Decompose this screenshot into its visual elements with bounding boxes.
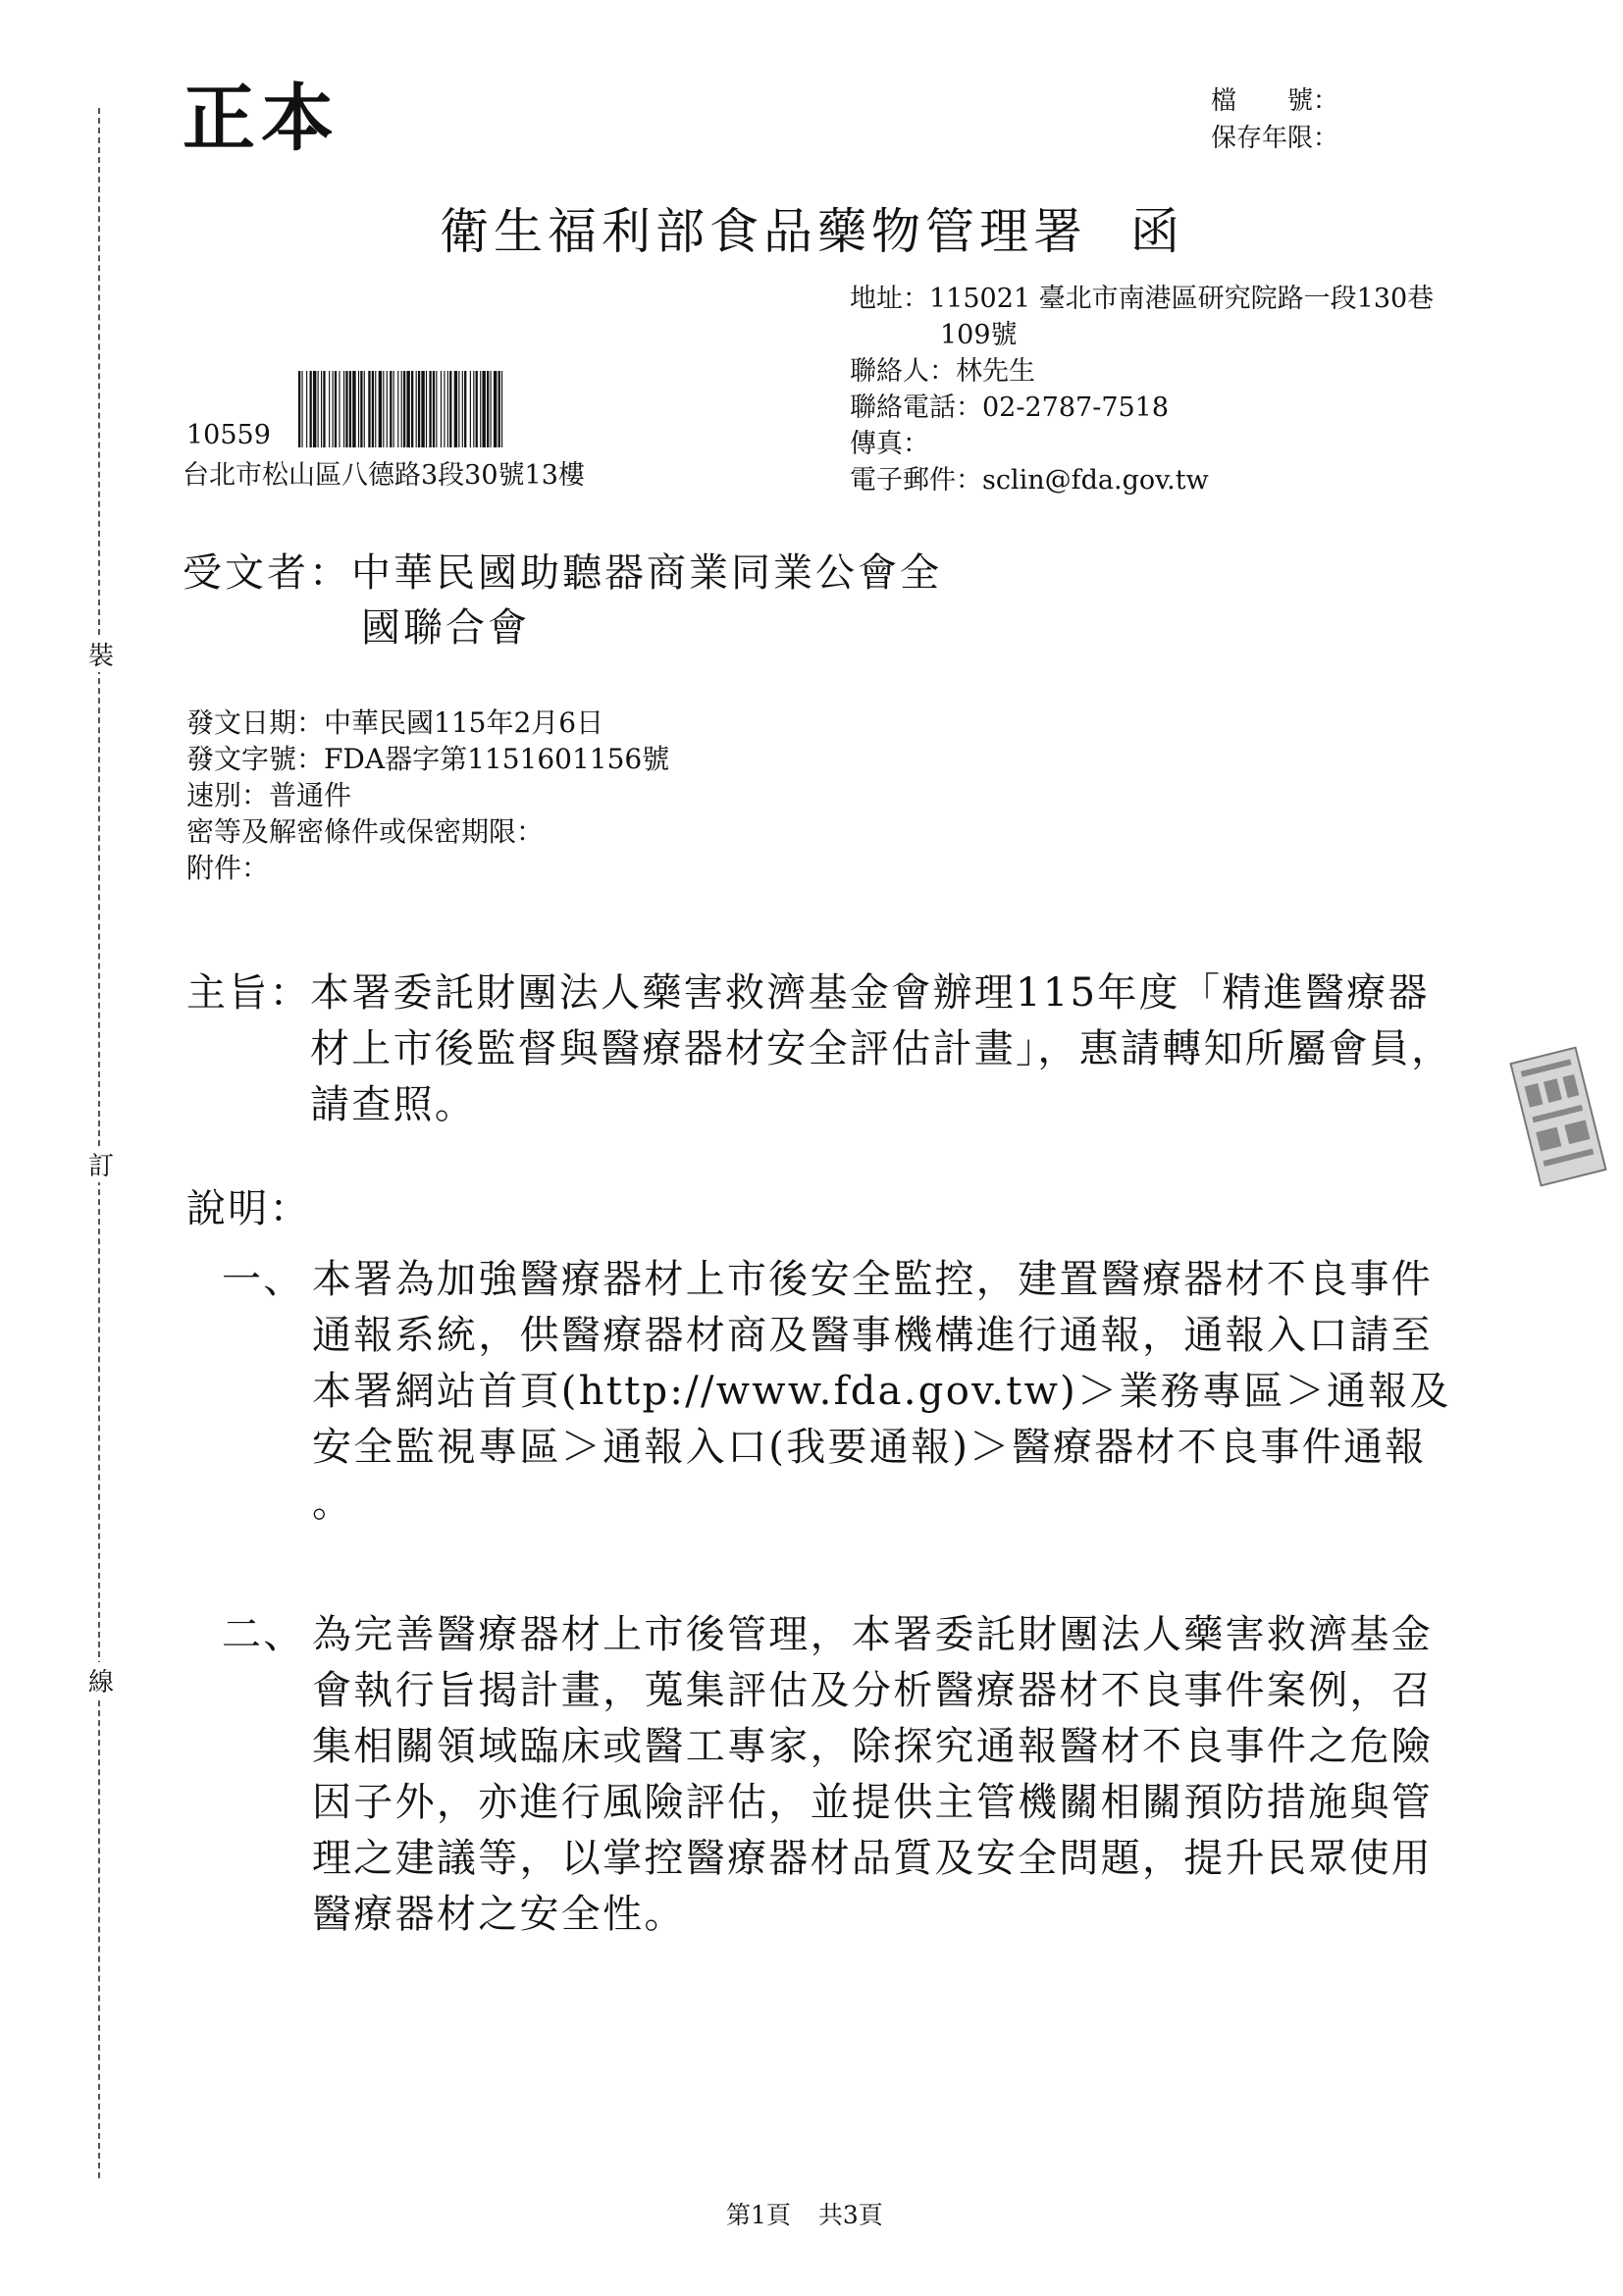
contact-fax: 傳真：	[850, 429, 929, 459]
contact-email: 電子郵件：sclin@fda.gov.tw	[850, 465, 1209, 496]
issue-speed: 速別：普通件	[186, 779, 352, 811]
agency-name: 衛生福利部食品藥物管理署	[440, 203, 1087, 260]
retention-label: 保存年限：	[1211, 124, 1339, 153]
copy-mark: 正本	[183, 77, 340, 161]
mailing-address: 台北市松山區八德路3段30號13樓	[183, 460, 585, 491]
address-line1: 地址：115021 臺北市南港區研究院路一段130巷	[850, 284, 1435, 314]
description-item	[222, 1607, 1468, 1943]
contact-block	[850, 281, 1434, 498]
item-number: 二、	[222, 1612, 305, 1657]
page-number: 第1頁	[726, 2201, 791, 2229]
file-number-label: 檔 號：	[1211, 86, 1339, 116]
file-meta	[1211, 82, 1338, 157]
subject-text: 本署委託財團法人藥害救濟基金會辦理115年度「精進醫療器材上市後監督與醫療器材安全評估計畫」，惠請轉知所屬會員，請查照。	[310, 970, 1453, 1127]
item-text: 本署為加強醫療器材上市後安全監控，建置醫療器材不良事件通報系統，供醫療器材商及醫事機構進行通報，通報入口請至本署網站首頁(http://www.fda.gov.tw)＞業務專區＞通報及安全監視專區＞通報入口(我要通報)＞醫療器材不良事件通報 。	[312, 1257, 1451, 1526]
barcode-image	[298, 371, 679, 447]
subject-label: 主旨：	[186, 970, 311, 1016]
mailing-zip: 10559	[186, 420, 271, 450]
page-seal-stamp	[1508, 1045, 1608, 1187]
binding-char-zhuang: 裝	[88, 636, 114, 672]
subject-section	[186, 965, 1462, 1133]
contact-phone: 聯絡電話：02-2787-7518	[850, 392, 1170, 423]
recipient-name-line1: 中華民國助聽器商業同業公會全	[351, 550, 942, 596]
contact-person: 聯絡人：林先生	[850, 356, 1035, 387]
page-footer	[726, 2196, 883, 2231]
issue-info	[186, 704, 669, 886]
document-type: 函	[1130, 203, 1184, 260]
description-item	[222, 1252, 1468, 1532]
issue-secrecy: 密等及解密條件或保密期限：	[186, 815, 545, 848]
binding-char-xian: 線	[88, 1662, 114, 1698]
issue-number: 發文字號：FDA器字第1151601156號	[186, 743, 670, 775]
recipient-label: 受文者：	[183, 550, 351, 596]
address-line2: 109號	[940, 320, 1018, 350]
issue-attachment: 附件：	[186, 852, 270, 884]
recipient-name-line2: 國聯合會	[361, 605, 530, 651]
issue-date: 發文日期：中華民國115年2月6日	[186, 706, 604, 739]
recipient-block	[183, 546, 942, 655]
binding-line	[98, 108, 100, 2178]
item-text: 為完善醫療器材上市後管理，本署委託財團法人藥害救濟基金會執行旨揭計畫，蒐集評估及分析醫療器材不良事件案例，召集相關領域臨床或醫工專家，除探究通報醫材不良事件之危險因子外，亦進行風險評估，並提供主管機關相關預防措施與管理之建議等，以掌控醫療器材品質及安全問題，提升民眾使用醫療器材之安全性。	[312, 1612, 1434, 1937]
binding-char-ding: 訂	[88, 1146, 114, 1182]
item-number: 一、	[222, 1257, 305, 1302]
document-title	[440, 192, 1184, 263]
description-label: 說明：	[186, 1186, 311, 1231]
page-total: 共3頁	[817, 2201, 883, 2229]
